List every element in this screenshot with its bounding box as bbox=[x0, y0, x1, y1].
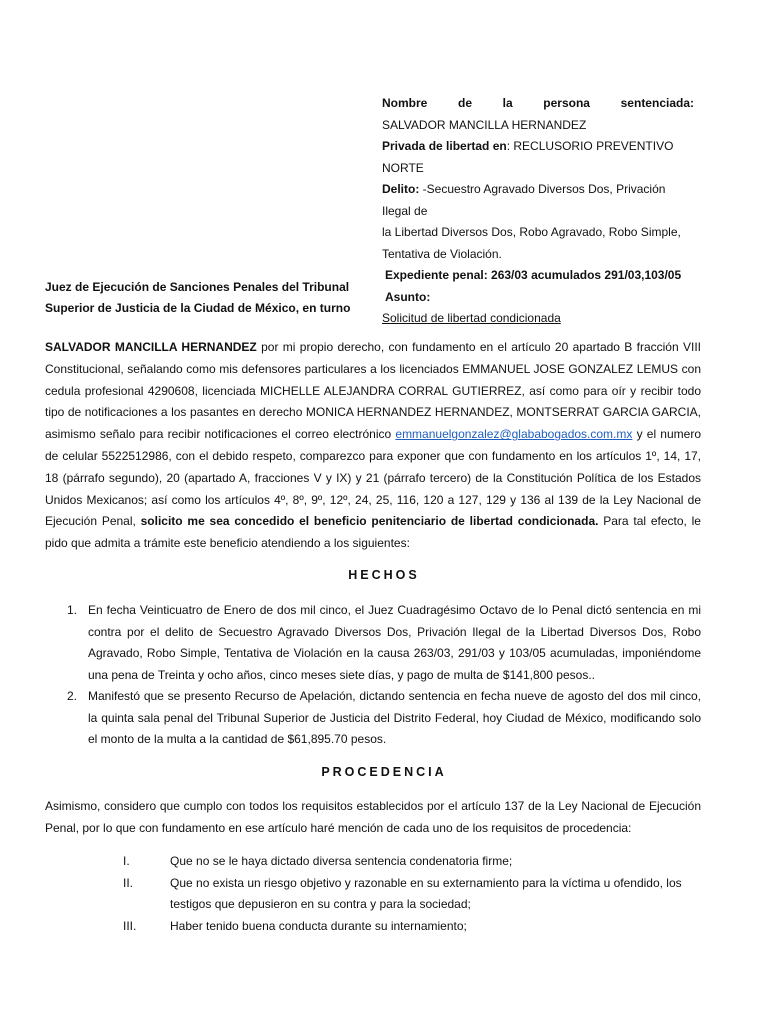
addressee-line-2: Superior de Justicia de la Ciudad de México, en turno bbox=[45, 301, 351, 315]
list-item: 1. En fecha Veinticuatro de Enero de dos mil cinco, el Juez Cuadragésimo Octavo de lo Penal dictó sentencia en mi contra por el delito de Secuestro Agravado Diversos Dos, Privación Ilegal de la Libertad Diversos Dos, Robo Agravado, Robo Simple, Tentativa de Violación en la causa 263/03, 291/03 y 103/05 acumuladas, imponiéndome una pena de Treinta y ocho años, cinco meses siete días, y pago de multa de $141,800 pesos.. bbox=[67, 603, 701, 682]
list-item: II. Que no exista un riesgo objetivo y razonable en su externamiento para la víctima u ofendido, los testigos que depusieron en su contra y para la sociedad; bbox=[123, 875, 682, 911]
procedencia-heading: PROCEDENCIA bbox=[321, 765, 447, 779]
petitioner-name: SALVADOR MANCILLA HERNANDEZ bbox=[45, 340, 257, 354]
list-item: I. Que no se le haya dictado diversa sentencia condenatoria firme; bbox=[123, 854, 513, 868]
case-number: Expediente penal: 263/03 acumulados 291/03,103/05 Asunto: bbox=[385, 268, 682, 304]
sentenced-person-label: Nombre de la persona sentenciada: bbox=[382, 96, 694, 110]
subject: Solicitud de libertad condicionada bbox=[382, 311, 561, 325]
request-statement: solicito me sea concedido el beneficio penitenciario de libertad condicionada. bbox=[140, 514, 599, 529]
hechos-heading: HECHOS bbox=[348, 568, 420, 582]
list-item: III. Haber tenido buena conducta durante su internamiento; bbox=[123, 918, 467, 933]
procedencia-paragraph: Asimismo, considero que cumplo con todos los requisitos establecidos por el artículo 137 de la Ley Nacional de Ejecución Penal, por lo que con fundamento en ese artículo haré mención de cada uno de los requisitos de procedencia: bbox=[45, 799, 701, 835]
addressee-line-1: Juez de Ejecución de Sanciones Penales del Tribunal bbox=[45, 280, 350, 294]
intro-paragraph: SALVADOR MANCILLA HERNANDEZ por mi propio derecho, con fundamento en el artículo 20 apartado B fracción VIII Constitucional, señalando como mis defensores particulares a los licenciados EMMANUEL JOSE GONZALEZ LEMUS con cedula profesional 4290608, licenciada MICHELLE ALEJANDRA CORRAL GUTIERREZ, así como para oír y recibir todo tipo de notificaciones a los pasantes en derecho MONICA HERNANDEZ HERNANDEZ, MONTSERRAT GARCIA GARCIA, asimismo señalo para recibir notificaciones el correo electrónico emmanuelgonzalez@glababogados.com.mx y el numero de celular 5522512986, con el debido respeto, comparezco para exponer que con fundamento en los artículos 1º, 14, 17, 18 (párrafo segundo), 20 (apartado A, fracciones V y IX) y 21 (párrafo tercero) de la Constitución Política de los Estados Unidos Mexicanos; así como los artículos 4º, 8º, 9º, 12º, 24, 25, 116, 120 a 127, 129 y 136 al 139 de la Ley Nacional de Ejecución Penal, solicito me sea concedido el beneficio penitenciario de libertad condicionada. Para tal efecto, le pido que admita a trámite este beneficio atendiendo a los siguientes: bbox=[45, 340, 701, 551]
crime-line-1: Delito: -Secuestro Agravado Diversos Dos, Privación Ilegal de bbox=[382, 182, 666, 218]
facts-list bbox=[45, 600, 701, 751]
detention-place: Privada de libertad en: RECLUSORIO PREVENTIVO NORTE bbox=[382, 139, 674, 175]
sentenced-person-name: SALVADOR MANCILLA HERNANDEZ bbox=[382, 117, 587, 132]
crime-line-3: Tentativa de Violación. bbox=[382, 246, 502, 261]
list-item: 2. Manifestó que se presento Recurso de Apelación, dictando sentencia en fecha nueve de agosto del dos mil cinco, la quinta sala penal del Tribunal Superior de Justicia del Distrito Federal, hoy Ciudad de México, modificando solo el monto de la multa a la cantidad de $61,895.70 pesos. bbox=[67, 689, 701, 746]
case-header bbox=[382, 93, 694, 330]
addressee bbox=[45, 277, 425, 319]
requirements-list bbox=[45, 851, 701, 937]
crime-line-2: la Libertad Diversos Dos, Robo Agravado, Robo Simple, bbox=[382, 225, 681, 239]
email-link[interactable]: emmanuelgonzalez@glababogados.com.mx bbox=[395, 427, 633, 442]
